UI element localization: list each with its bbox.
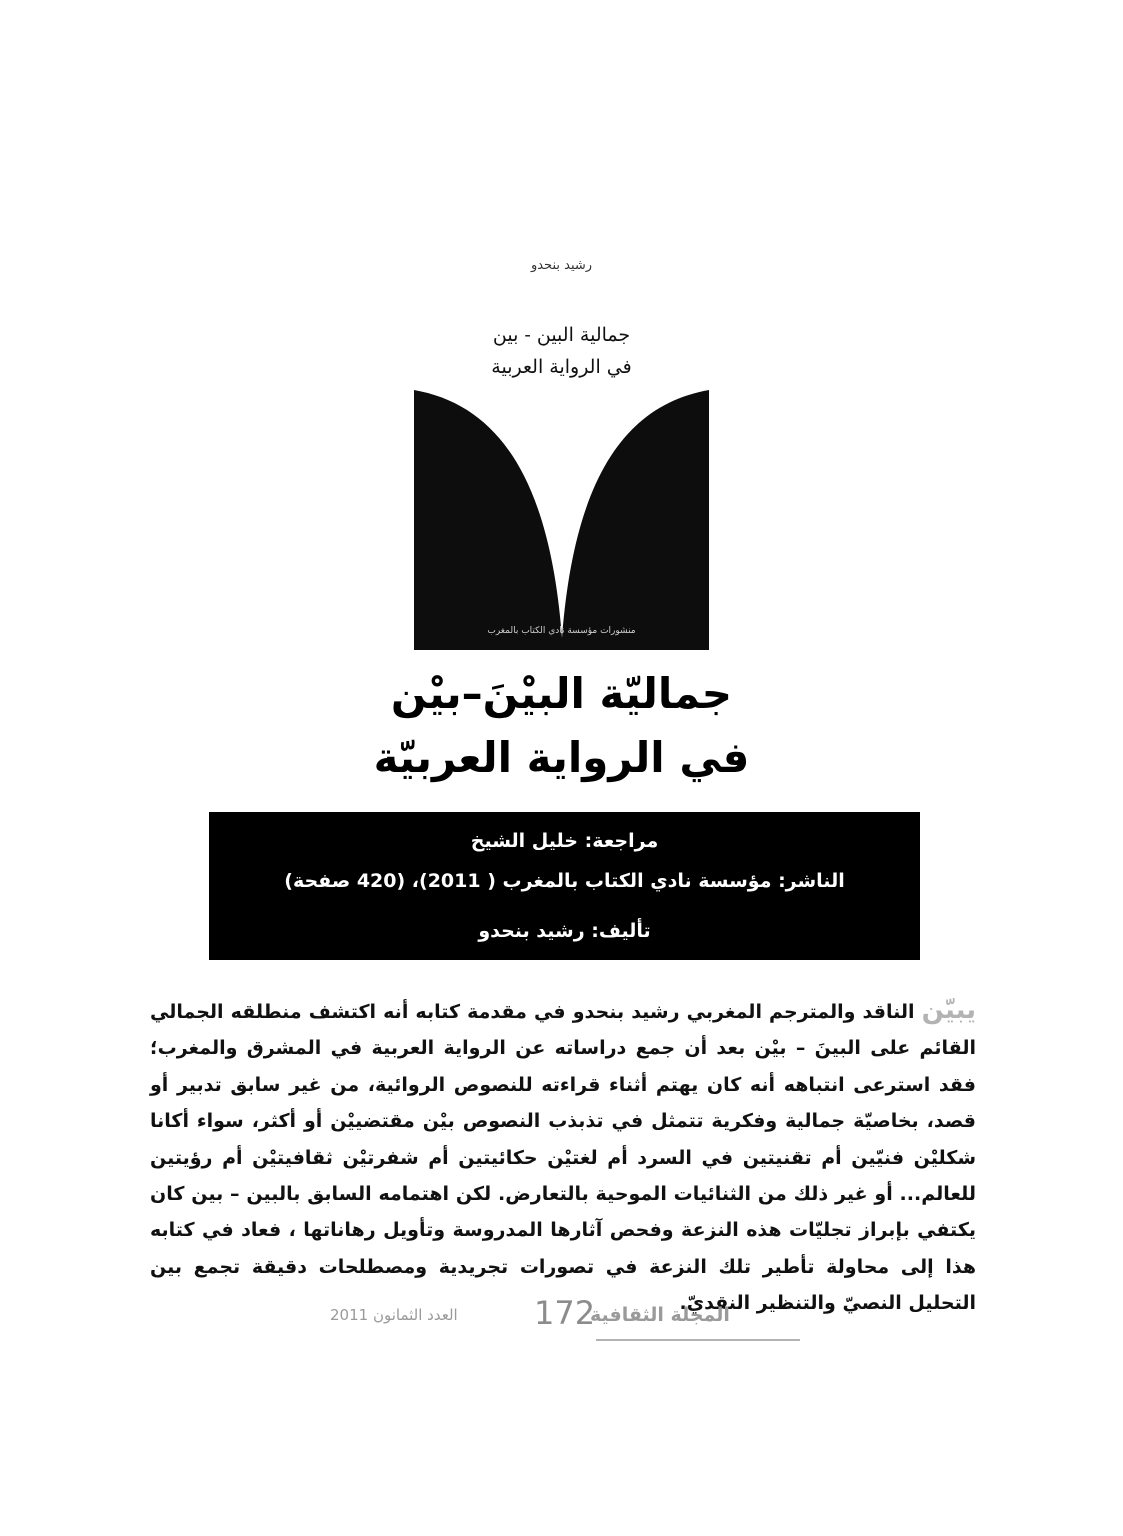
article-paragraph: الناقد والمترجم المغربي رشيد بنحدو في مقدمة كتابه أنه اكتشف منطلقه الجمالي القائم على البينَ – بيْن بعد أن جمع دراساته عن الرواية العربية في المشرق والمغرب؛ فقد استرعى انتباهه أنه كان يهتم أثناء قراءته للنصوص الروائية، من غير سابق تدبير أو قصد، بخاصيّة جمالية وفكرية تتمثل في تذبذب النصوص بيْن مقتضييْن أو أكثر، سواء أكانا شكليْن فنيّين أم تقنيتين في السرد أم لغتيْن حكائيتين أم شفرتيْن ثقافيتيْن أم رؤيتين للعالم... أو غير ذلك من الثنائيات الموحية بالتعارض. لكن اهتمامه السابق بالبين – بين كان يكتفي بإبراز تجليّات هذه النزعة وفحص آثارها المدروسة وتأويل رهاناتها ، فعاد في كتابه هذا إلى محاولة تأطير تلك النزعة في تصورات تجريدية ومصطلحات دقيقة تجمع بين التحليل النصيّ والتنظير النقديّ.: [150, 1001, 976, 1315]
cover-title-line1: جمالية البين - بين: [492, 324, 631, 346]
drop-word: يبيّن: [921, 995, 976, 1025]
page-title-line1: جماليّة البيْنَ–بيْن: [390, 669, 733, 718]
page-title-line2: في الرواية العربيّة: [373, 733, 750, 782]
author-credit: تأليف: رشيد بنحدو: [478, 920, 651, 942]
footer-magazine-name: المجلة الثقافية: [590, 1304, 730, 1326]
cover-publisher: منشورات مؤسسة نادي الكتاب بالمغرب: [487, 626, 636, 636]
cover-author: رشيد بنحدو: [530, 258, 593, 273]
book-cover: [414, 246, 709, 650]
article-body: [150, 992, 976, 1322]
book-info-box: [209, 812, 920, 960]
cover-title-line2: في الرواية العربية: [491, 356, 632, 378]
cover-artwork: [414, 310, 709, 650]
footer-page-number: 172: [534, 1294, 596, 1332]
footer-issue: العدد الثمانون 2011: [330, 1306, 458, 1324]
review-credit: مراجعة: خليل الشيخ: [470, 830, 659, 852]
publisher-info: الناشر: مؤسسة نادي الكتاب بالمغرب ( 2011)، (420 صفحة): [284, 870, 845, 892]
